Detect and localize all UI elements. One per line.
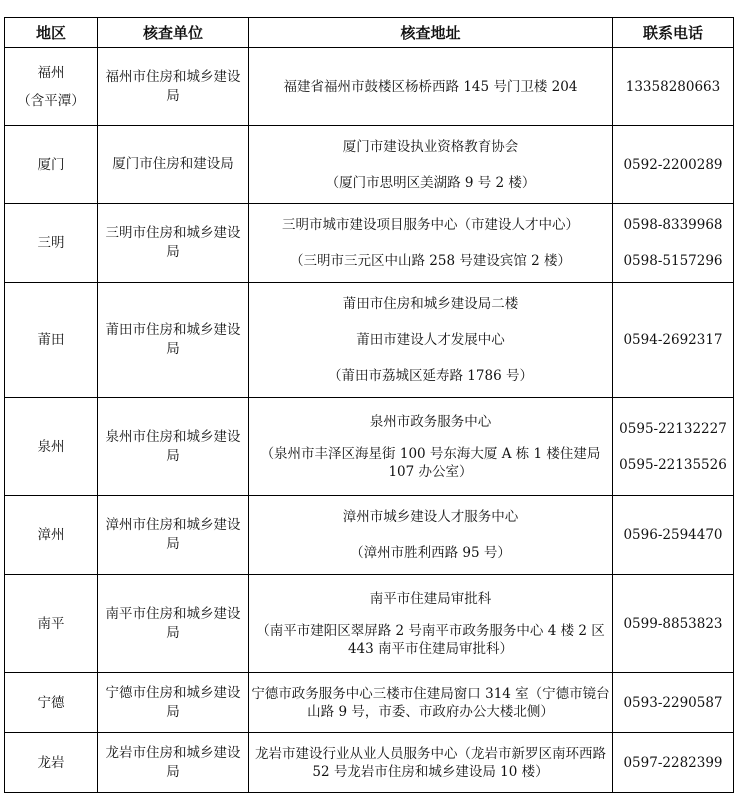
unit-cell: 厦门市住房和建设局: [98, 126, 249, 204]
phone-number: 0599-8853823: [623, 615, 723, 632]
phone-number: 0597-2282399: [623, 754, 723, 771]
table-row: [5, 126, 734, 204]
table-row: [5, 204, 734, 283]
address-cell: [249, 733, 613, 793]
address-cell: [249, 126, 613, 204]
address-line: 厦门市建设执业资格教育协会: [342, 138, 519, 155]
region-name: 南平: [37, 615, 65, 632]
table-row: [5, 575, 734, 673]
region-name: 龙岩: [37, 754, 65, 771]
header-row: [5, 18, 734, 48]
verification-locations-table: [4, 17, 734, 793]
phone-number: 0595-22135526: [619, 456, 727, 473]
address-line: 龙岩市建设行业从业人员服务中心（龙岩市新罗区南环西路 52 号龙岩市住房和城乡建设局 10 楼）: [255, 745, 606, 780]
address-line: 莆田市建设人才发展中心: [356, 332, 505, 348]
region-note: （含平潭）: [17, 92, 85, 109]
unit-cell: 龙岩市住房和城乡建设局: [98, 733, 249, 793]
unit-cell: 泉州市住房和城乡建设局: [98, 398, 249, 496]
region-name: 莆田: [37, 332, 65, 348]
address-line: 漳州市城乡建设人才服务中心: [342, 509, 519, 525]
phone-number: 0592-2200289: [623, 156, 723, 173]
region-cell: [5, 126, 98, 204]
header-region: 地区: [5, 18, 98, 48]
address-line: 泉州市政务服务中心: [369, 413, 492, 430]
region-cell: [5, 733, 98, 793]
region-name: 宁德: [37, 694, 65, 711]
header-address: 核查地址: [249, 18, 613, 48]
phone-number: 0593-2290587: [623, 694, 723, 711]
address-line: （泉州市丰泽区海星街 100 号东海大厦 A 栋 1 楼住建局 107 办公室）: [260, 445, 601, 480]
region-name: 泉州: [37, 438, 65, 455]
address-cell: [249, 575, 613, 673]
region-cell: [5, 48, 98, 126]
phone-cell: [613, 398, 734, 496]
phone-cell: [613, 48, 734, 126]
address-line: 南平市住建局审批科: [369, 590, 492, 607]
header-phone: 联系电话: [613, 18, 734, 48]
address-cell: [249, 496, 613, 575]
header-unit: 核查单位: [98, 18, 249, 48]
phone-cell: [613, 673, 734, 733]
address-line: 福建省福州市鼓楼区杨桥西路 145 号门卫楼 204: [283, 78, 578, 95]
address-cell: [249, 398, 613, 496]
table-row: [5, 673, 734, 733]
unit-cell: 福州市住房和城乡建设局: [98, 48, 249, 126]
region-name: 厦门: [37, 156, 65, 173]
phone-number: 0594-2692317: [623, 332, 723, 348]
phone-cell: [613, 283, 734, 398]
unit-cell: 漳州市住房和城乡建设局: [98, 496, 249, 575]
phone-number: 0596-2594470: [623, 527, 723, 543]
address-line: （厦门市思明区美湖路 9 号 2 楼）: [325, 174, 536, 191]
region-cell: [5, 283, 98, 398]
address-cell: [249, 48, 613, 126]
address-line: （莆田市荔城区延寿路 1786 号）: [328, 368, 533, 384]
phone-cell: [613, 204, 734, 283]
address-line: （漳州市胜利西路 95 号）: [350, 545, 511, 561]
unit-cell: 三明市住房和城乡建设局: [98, 204, 249, 283]
region-cell: [5, 575, 98, 673]
address-line: 三明市城市建设项目服务中心（市建设人才中心）: [282, 217, 579, 233]
unit-cell: 宁德市住房和城乡建设局: [98, 673, 249, 733]
address-line: 莆田市住房和城乡建设局二楼: [342, 296, 519, 312]
address-line: （三明市三元区中山路 258 号建设宾馆 2 楼）: [289, 253, 572, 269]
phone-number: 0598-5157296: [623, 253, 723, 269]
address-cell: [249, 204, 613, 283]
unit-cell: 莆田市住房和城乡建设局: [98, 283, 249, 398]
phone-cell: [613, 733, 734, 793]
region-cell: [5, 673, 98, 733]
region-name: 漳州: [37, 527, 65, 543]
phone-number: 13358280663: [625, 78, 721, 95]
table-row: [5, 48, 734, 126]
phone-number: 0595-22132227: [619, 420, 727, 437]
region-cell: [5, 398, 98, 496]
phone-cell: [613, 496, 734, 575]
region-cell: [5, 496, 98, 575]
phone-number: 0598-8339968: [623, 217, 723, 233]
table-row: [5, 283, 734, 398]
region-name: 三明: [37, 235, 65, 251]
table-row: [5, 496, 734, 575]
phone-cell: [613, 575, 734, 673]
unit-cell: 南平市住房和城乡建设局: [98, 575, 249, 673]
address-line: （南平市建阳区翠屏路 2 号南平市政务服务中心 4 楼 2 区 443 南平市住建局审批科）: [256, 622, 605, 657]
phone-cell: [613, 126, 734, 204]
address-cell: [249, 673, 613, 733]
region-cell: [5, 204, 98, 283]
address-cell: [249, 283, 613, 398]
region-name: 福州: [37, 64, 65, 81]
address-line: 宁德市政务服务中心三楼市住建局窗口 314 室（宁德市镜台山路 9 号，市委、市政府办公大楼北侧）: [251, 685, 610, 720]
table-row: [5, 733, 734, 793]
table-row: [5, 398, 734, 496]
